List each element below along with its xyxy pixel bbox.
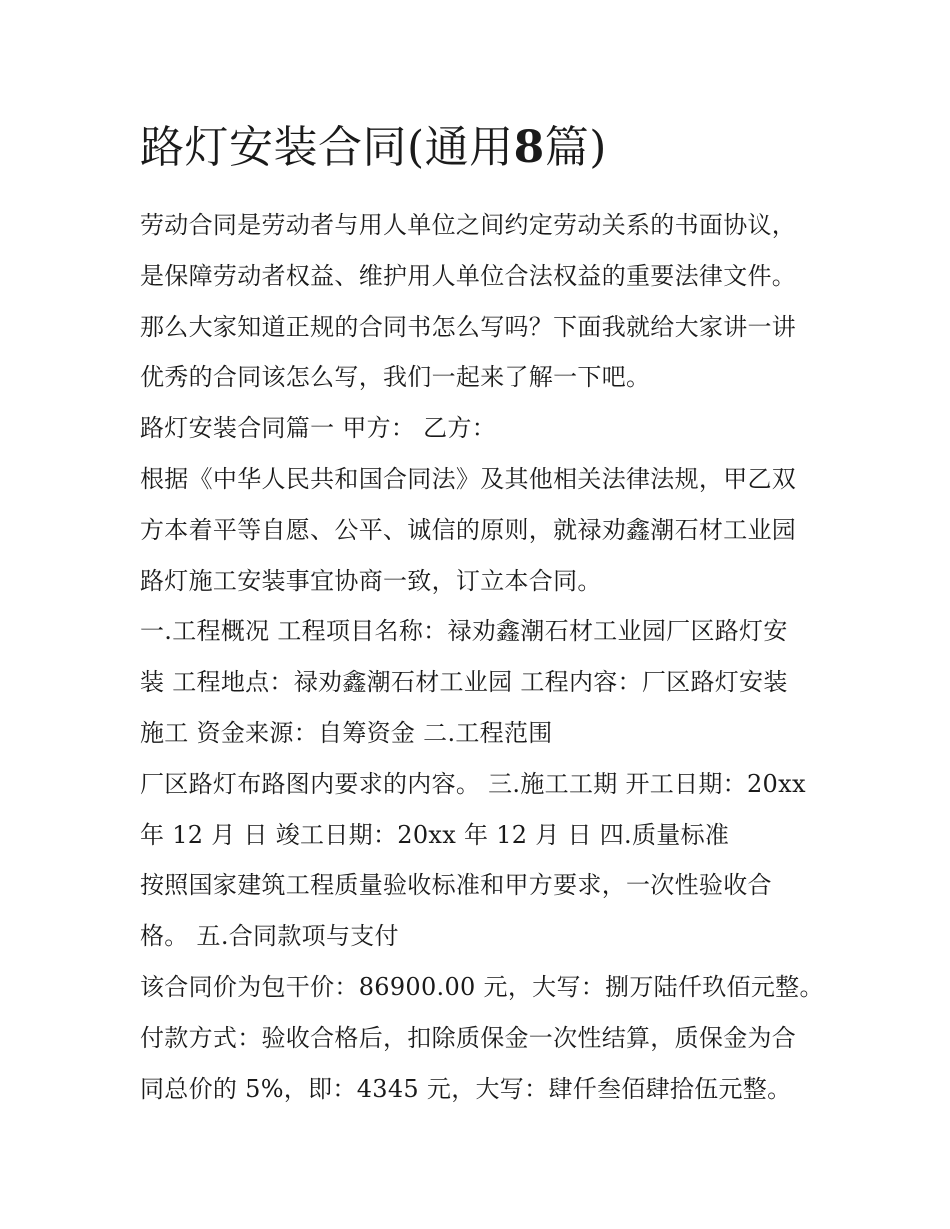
text-line: 那么大家知道正规的合同书怎么写吗？下面我就给大家讲一讲: [140, 312, 797, 341]
text-line: 付款方式：验收合格后，扣除质保金一次性结算，质保金为合: [140, 1023, 797, 1052]
text-line: 按照国家建筑工程质量验收标准和甲方要求，一次性验收合: [140, 871, 772, 900]
text-line: 一.工程概况 工程项目名称：禄劝鑫潮石材工业园厂区路灯安: [140, 617, 788, 646]
title-number: 8: [513, 122, 545, 173]
text-line: 是保障劳动者权益、维护用人单位合法权益的重要法律文件。: [140, 261, 797, 290]
text-line: 根据《中华人民共和国合同法》及其他相关法律法规，甲乙双: [140, 464, 797, 493]
title-suffix: 篇): [544, 122, 607, 173]
document-body: [140, 200, 830, 1114]
text-line: 同总价的 5%，即：4345 元，大写：肆仟叁佰肆拾伍元整。: [140, 1074, 792, 1103]
text-line: 厂区路灯布路图内要求的内容。 三.施工工期 开工日期：20xx: [140, 769, 806, 798]
text-line: 年 12 月 日 竣工日期：20xx 年 12 月 日 四.质量标准: [140, 820, 730, 849]
document-title: [140, 118, 607, 178]
text-line: 格。 五.合同款项与支付: [140, 922, 399, 951]
text-line: 该合同价为包干价：86900.00 元，大写：捌万陆仟玖佰元整。: [140, 972, 824, 1001]
text-line: 路灯施工安装事宜协商一致，订立本合同。: [140, 566, 602, 595]
title-text: 路灯安装合同(通用: [140, 122, 514, 173]
text-line: 方本着平等自愿、公平、诚信的原则，就禄劝鑫潮石材工业园: [140, 515, 797, 544]
text-line: 装 工程地点：禄劝鑫潮石材工业园 工程内容：厂区路灯安装: [140, 668, 788, 697]
text-line: 施工 资金来源：自筹资金 二.工程范围: [140, 718, 553, 747]
text-line: 优秀的合同该怎么写，我们一起来了解一下吧。: [140, 363, 651, 392]
text-line: 劳动合同是劳动者与用人单位之间约定劳动关系的书面协议，: [140, 211, 797, 239]
text-line: 路灯安装合同篇一 甲方： 乙方：: [140, 414, 497, 443]
